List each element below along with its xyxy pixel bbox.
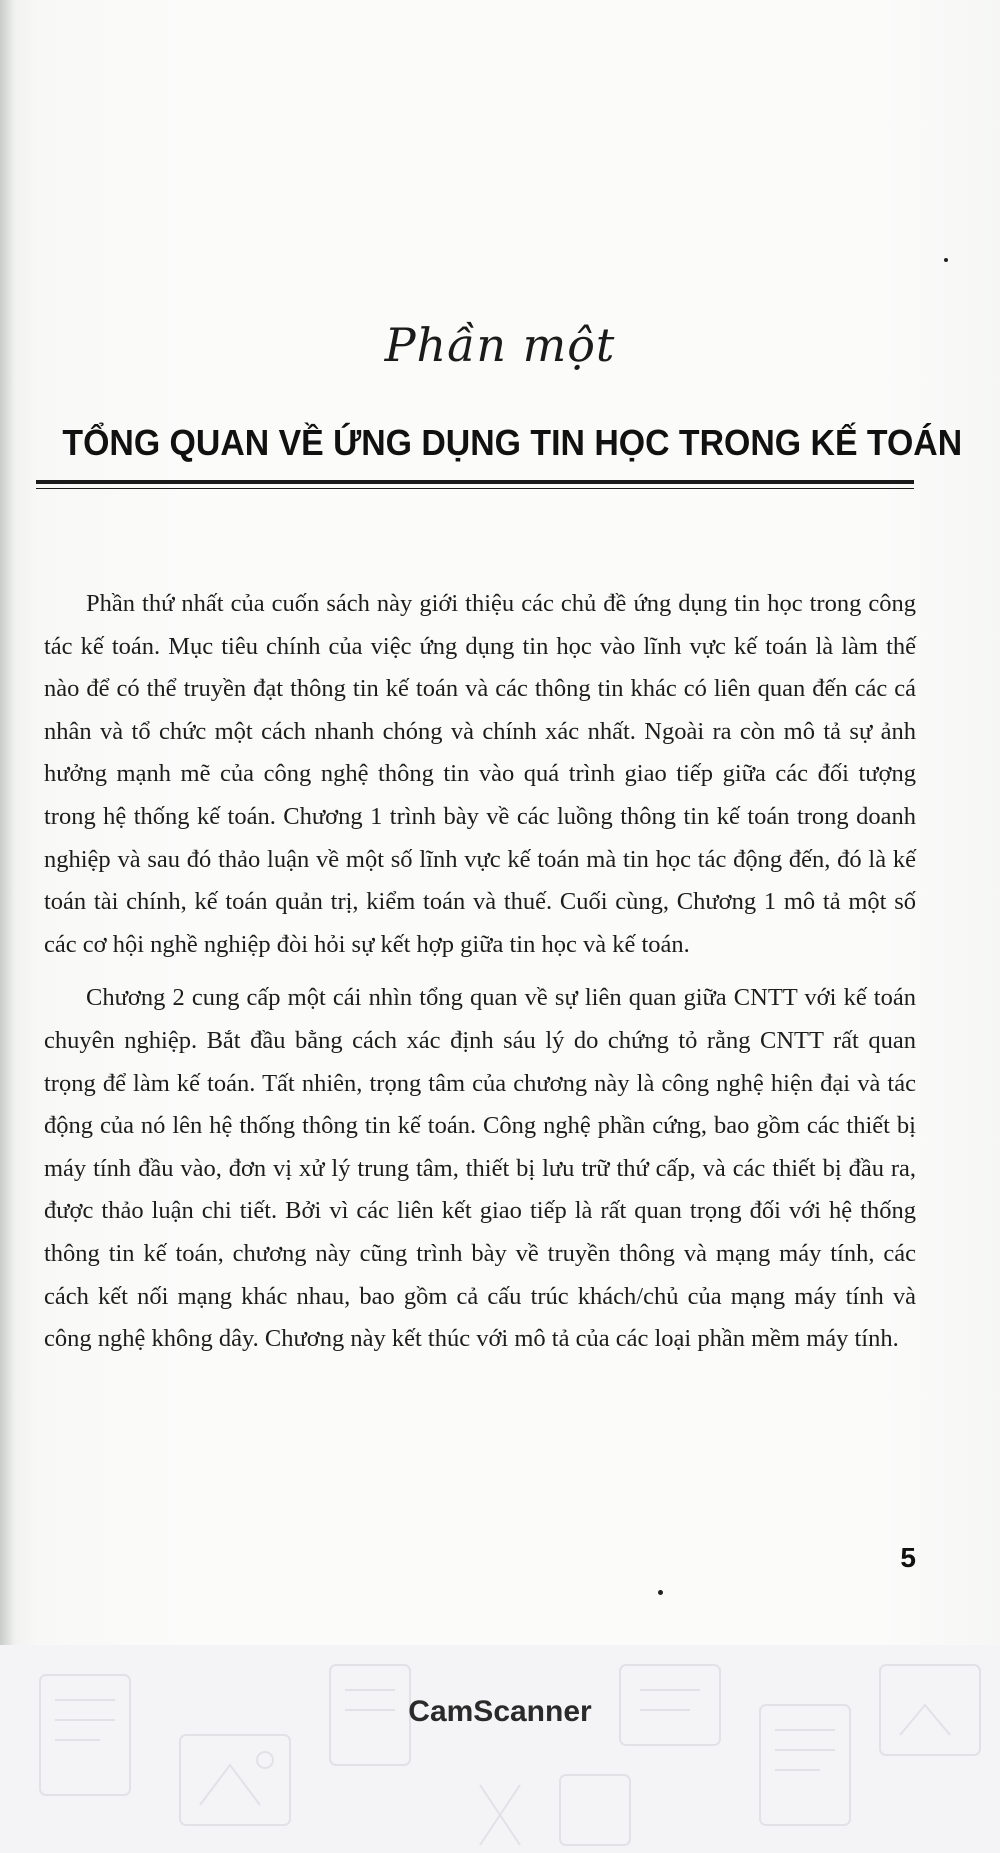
scanner-footer [0, 1645, 1000, 1853]
title-rule-thick [36, 480, 914, 484]
paragraph-2: Chương 2 cung cấp một cái nhìn tổng quan về sự liên quan giữa CNTT với kế toán chuyên nghiệp. Bắt đầu bằng cách xác định sáu lý do chứng tỏ rằng CNTT rất quan trọng để làm kế toán. Tất nhiên, trọng tâm của chương này là công nghệ hiện đại và tác động của nó lên hệ thống thông tin kế toán. Công nghệ phần cứng, bao gồm các thiết bị máy tính đầu vào, đơn vị xử lý trung tâm, thiết bị lưu trữ thứ cấp, và các thiết bị đầu ra, được thảo luận chi tiết. Bởi vì các liên kết giao tiếp là rất quan trọng đối với hệ thống thông tin kế toán, chương này cũng trình bày về truyền thông và mạng máy tính, các cách kết nối mạng khác nhau, bao gồm cả cấu trúc khách/chủ của mạng máy tính và công nghệ không dây. Chương này kết thúc với mô tả của các loại phần mềm máy tính. [44, 984, 916, 1353]
footer-pattern-decoration [0, 1645, 1000, 1853]
ink-speck [944, 258, 948, 262]
ink-speck [658, 1590, 663, 1595]
paragraph-1: Phần thứ nhất của cuốn sách này giới thiệu các chủ đề ứng dụng tin học trong công tác kế toán. Mục tiêu chính của việc ứng dụng tin học vào lĩnh vực kế toán là làm thế nào để có thể truyền đạt thông tin kế toán và các thông tin khác có liên quan đến các cá nhân và tổ chức một cách nhanh chóng và chính xác nhất. Ngoài ra còn mô tả sự ảnh hưởng mạnh mẽ của công nghệ thông tin vào quá trình giao tiếp giữa các đối tượng trong hệ thống kế toán. Chương 1 trình bày về các luồng thông tin kế toán trong doanh nghiệp và sau đó thảo luận về một số lĩnh vực kế toán mà tin học tác động đến, đó là kế toán tài chính, kế toán quản trị, kiểm toán và thuế. Cuối cùng, Chương 1 mô tả một số các cơ hội nghề nghiệp đòi hỏi sự kết hợp giữa tin học và kế toán. [44, 590, 916, 958]
page-edge-shadow [0, 0, 14, 1645]
title-rule-thin [36, 488, 914, 489]
page-number: 5 [900, 1542, 916, 1573]
part-title: TỔNG QUAN VỀ ỨNG DỤNG TIN HỌC TRONG KẾ TOÁN [62, 422, 963, 463]
body-text [44, 583, 916, 1372]
part-label: Phần một [384, 318, 616, 372]
camscanner-brand: CamScanner [408, 1695, 592, 1728]
